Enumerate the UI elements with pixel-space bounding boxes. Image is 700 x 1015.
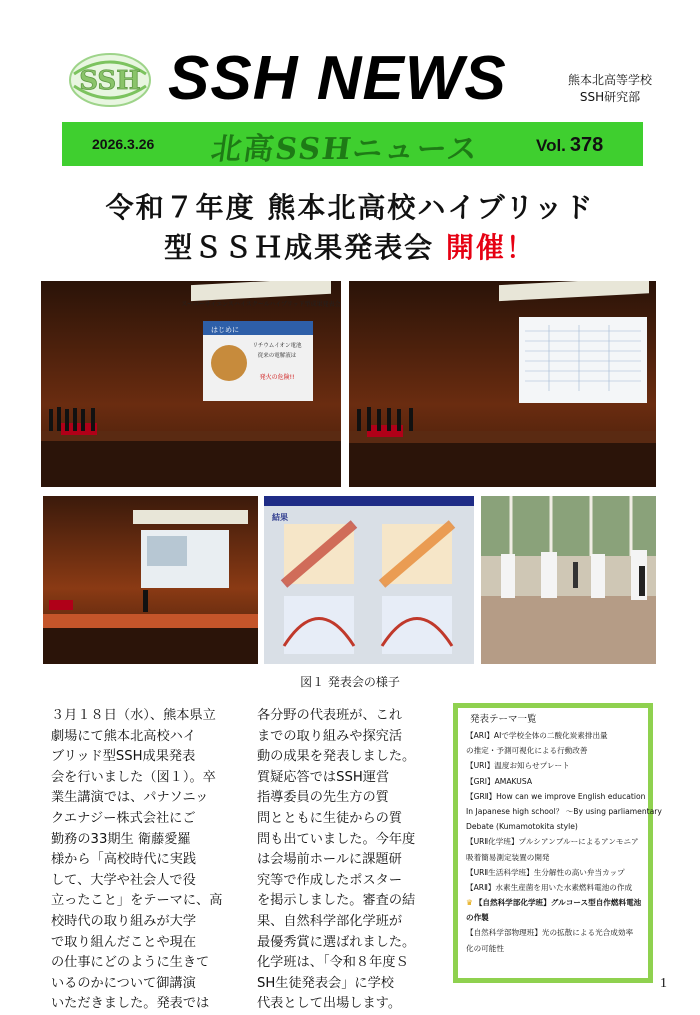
article-line: 様から「高校時代に実践: [51, 852, 197, 868]
article-line: 動の成果を発表しました。: [257, 749, 416, 765]
figure-caption: 図１ 発表会の様子: [300, 675, 400, 689]
headline-line1: 令和７年度 熊本北高校ハイブリッド: [105, 191, 595, 224]
poster-heading: 結果: [272, 513, 288, 522]
article-line: 勤務の33期生 衛藤愛羅: [51, 831, 191, 847]
photo-stage-presentation-2: [349, 281, 656, 487]
photo-research-poster: [264, 496, 474, 664]
theme-item: の推定・予測可視化による行動改善: [466, 746, 588, 756]
theme-item: 吸着簡易測定装置の開発: [466, 852, 550, 862]
article-line: を掲示しました。審査の結: [257, 893, 416, 909]
article-column-1: [51, 706, 248, 1015]
theme-item: 【URⅠ】温度お知らせプレート: [466, 761, 570, 771]
school-name-line1: 熊本北高等学校: [567, 73, 652, 87]
brush-title: 北高SSHニュース: [209, 132, 482, 167]
theme-item: 【GRⅠ】AMAKUSA: [466, 776, 533, 786]
slide-text-1: リチウムイオン電池: [252, 343, 302, 349]
article-line: 業生講演では、パナソニッ: [51, 790, 209, 806]
article-line: 立ったこと」をテーマに、高: [51, 893, 223, 909]
theme-item: Debate (Kumamotokita style): [466, 822, 578, 832]
photo-keynote-speaker: [43, 496, 258, 664]
theme-item: 【ARⅠ】AIで学校全体の二酸化炭素排出量: [466, 731, 608, 740]
article-line: は会場前ホールに課題研: [257, 852, 402, 868]
article-line: 質疑応答ではSSH運営: [257, 769, 390, 785]
theme-list-title: 発表テーマ一覧: [470, 714, 537, 725]
article-column-2: [257, 706, 443, 1015]
article-line: で取り組んだことや現在: [51, 934, 197, 950]
logo-text: SSH: [79, 66, 141, 96]
ssh-logo: [68, 52, 152, 108]
newsletter-title: SSH NEWS: [168, 44, 507, 113]
school-name-line2: SSH研究部: [579, 90, 641, 104]
article-line: 究等で作成したポスター: [257, 872, 403, 888]
theme-list: [466, 728, 662, 956]
page-number: 1: [660, 976, 667, 991]
school-name: [550, 72, 670, 106]
photo-poster-hall: [481, 496, 656, 664]
slide-title: はじめに: [211, 326, 239, 334]
volume-label: [536, 134, 603, 157]
headline-line2-text: 型ＳＳＨ成果発表会: [164, 231, 446, 264]
article-line: 代表として出場します。: [257, 996, 402, 1012]
issue-date: 2026.3.26: [92, 136, 155, 152]
article-line: 指導委員の先生方の質: [257, 790, 389, 806]
stage-banner-text-1: スーパーサイエンスハイスクールハイブリッド型成果発表会: [181, 301, 341, 308]
article-line: 各分野の代表班が、これ: [257, 708, 403, 723]
volume-number: 378: [569, 134, 604, 156]
article-line: 化学班は、「令和８年度Ｓ: [257, 955, 409, 971]
article-line: して、大学や社会人で役: [51, 872, 196, 888]
theme-item: 【自然科学部物理班】光の拡散による光合成効率: [466, 928, 634, 938]
theme-item-winner-text: 【自然科学部化学班】グルコース型自作燃料電池: [474, 898, 642, 908]
article-line: 劇場にて熊本北高校ハイ: [51, 728, 197, 744]
article-line: いただきました。発表では: [51, 996, 210, 1012]
article-line: 果、自然科学部化学班が: [257, 913, 403, 929]
crown-icon: ♛: [466, 898, 473, 908]
theme-item: 【URⅡ化学班】プルシアンブルーによるアンモニア: [466, 837, 639, 847]
article-line: ３月１８日（水）、熊本県立: [51, 708, 216, 723]
article-line: までの取り組みや探究活: [257, 728, 403, 744]
article-line: の仕事にどのように生きて: [51, 955, 210, 971]
article-line: 問も出ていました。今年度: [257, 831, 416, 847]
theme-item: 【URⅡ生活科学班】生分解性の高い弁当カップ: [466, 867, 625, 877]
photo-stage-presentation-1: [41, 281, 341, 487]
article-line: 会を行いました（図１）。卒: [51, 769, 216, 785]
article-line: 問とともに生徒からの質: [257, 810, 403, 826]
slide-text-3: 発火の危険!!: [259, 374, 295, 381]
headline: [0, 188, 700, 268]
theme-item: 化の可能性: [466, 943, 504, 953]
article-line: 校時代の取り組みが大学: [51, 913, 197, 929]
theme-item: 【ARⅡ】水素生産菌を用いた水素燃料電池の作成: [466, 882, 633, 892]
headline-emphasis: 開催！: [445, 231, 536, 264]
slide-text-2: 従来の電解液は: [257, 353, 297, 359]
article-line: いるのかについて御講演: [51, 975, 196, 991]
volume-prefix: Vol.: [536, 136, 566, 155]
article-line: SH生徒発表会」に学校: [257, 975, 394, 991]
theme-item: In Japanese high school？ ～By using parliamentary: [466, 806, 662, 816]
theme-item: 【GRⅡ】How can we improve English education: [466, 791, 646, 801]
article-line: 最優秀賞に選ばれました。: [257, 934, 416, 950]
theme-item-winner: [466, 895, 650, 910]
article-line: ブリッド型SSH成果発表: [51, 749, 196, 765]
headline-line2: [0, 228, 700, 268]
article-line: クエナジー株式会社にご: [51, 810, 196, 826]
theme-item-winner-cont: の作製: [466, 913, 489, 923]
